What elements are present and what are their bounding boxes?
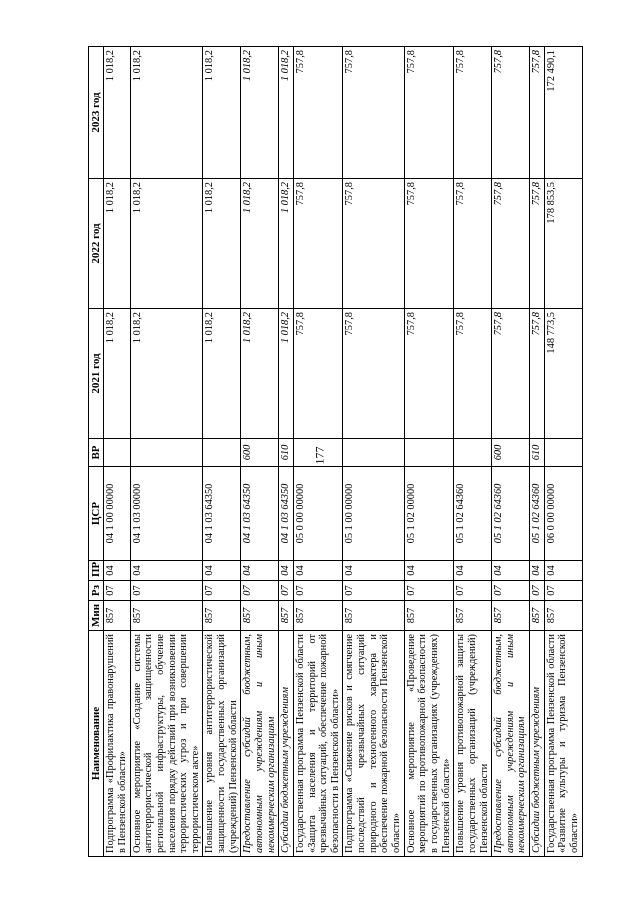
cell-2021: 757,8 [293,309,343,439]
cell-vr [130,439,203,467]
cell-rz: 07 [203,581,241,601]
cell-name: Повышение уровня противопожарной защиты государственных организаций (учреждений) Пензенской области [454,631,492,857]
cell-rz: 07 [544,581,582,601]
cell-csr: 04 1 03 64350 [203,467,241,561]
cell-pr: 04 [104,561,130,581]
cell-vr [343,439,404,467]
header-csr: ЦСР [89,467,104,561]
cell-pr: 04 [343,561,404,581]
header-vr: ВР [89,439,104,467]
cell-2023: 757,8 [293,47,343,179]
cell-2023: 1 018,2 [279,47,294,179]
cell-2022: 1 018,2 [203,179,241,309]
cell-2021: 1 018,2 [104,309,130,439]
cell-vr: 610 [530,439,545,467]
table-row [241,47,279,857]
cell-2021: 1 018,2 [279,309,294,439]
table-row [530,47,545,857]
cell-min: 857 [530,601,545,631]
table-row [454,47,492,857]
budget-table [88,46,583,857]
cell-name: Субсидии бюджетным учреждениям [279,631,294,857]
cell-min: 857 [104,601,130,631]
cell-csr: 06 0 00 00000 [544,467,582,561]
cell-2023: 172 490,1 [544,47,582,179]
cell-vr [454,439,492,467]
cell-min: 857 [544,601,582,631]
cell-name: Подпрограмма «Профилактика правонарушений в Пензенской области» [104,631,130,857]
cell-2021: 757,8 [454,309,492,439]
cell-csr: 04 1 03 64350 [241,467,279,561]
cell-pr: 04 [544,561,582,581]
cell-name: Подпрограмма «Снижение рисков и смягчение последствий чрезвычайных ситуаций природного и техногенного характера и обеспечение пожарной безопасности Пензенской области» [343,631,404,857]
cell-csr: 04 1 03 64350 [279,467,294,561]
cell-csr: 04 1 00 00000 [104,467,130,561]
cell-pr: 04 [293,561,343,581]
table-row [544,47,582,857]
cell-rz: 07 [343,581,404,601]
cell-csr: 05 1 02 00000 [404,467,454,561]
cell-min: 857 [343,601,404,631]
cell-name: Основное мероприятие «Проведение мероприятий по противопожарной безопасности в государственных организациях (учреждениях) Пензенской области» [404,631,454,857]
cell-vr [104,439,130,467]
table-row [104,47,130,857]
cell-2022: 757,8 [492,179,530,309]
header-2022: 2022 год [89,179,104,309]
cell-2022: 178 853,5 [544,179,582,309]
cell-rz: 07 [293,581,343,601]
cell-2022: 757,8 [404,179,454,309]
cell-2023: 757,8 [404,47,454,179]
cell-2022: 757,8 [293,179,343,309]
cell-name: Основное мероприятие «Создание системы антитеррористической защищенности региональной инфраструктуры, обучение населения порядку действий при возникновении террористических угроз и при совершении террористическом акте» [130,631,203,857]
cell-name: Государственная программа Пензенской области «Защита населения и территорий от чрезвычайных ситуаций, обеспечение пожарной безопасности в Пензенской области» [293,631,343,857]
header-rz: Рз [89,581,104,601]
cell-vr: 610 [279,439,294,467]
cell-rz: 07 [404,581,454,601]
header-2023: 2023 год [89,47,104,179]
cell-min: 857 [454,601,492,631]
cell-min: 857 [404,601,454,631]
cell-2023: 757,8 [530,47,545,179]
cell-2023: 757,8 [454,47,492,179]
cell-rz: 07 [130,581,203,601]
cell-pr: 04 [279,561,294,581]
cell-name: Государственная программа Пензенской области «Развитие культуры и туризма Пензенской области» [544,631,582,857]
cell-2023: 1 018,2 [203,47,241,179]
table-body [104,47,582,857]
cell-pr: 04 [530,561,545,581]
cell-2021: 757,8 [492,309,530,439]
cell-2022: 757,8 [454,179,492,309]
cell-rz: 07 [454,581,492,601]
table-row [203,47,241,857]
cell-pr: 04 [130,561,203,581]
cell-2021: 757,8 [530,309,545,439]
cell-pr: 04 [203,561,241,581]
cell-csr: 05 0 00 00000 [293,467,343,561]
cell-2023: 757,8 [343,47,404,179]
cell-rz: 07 [279,581,294,601]
table-row [293,47,343,857]
cell-vr: 600 [492,439,530,467]
table-header-row [89,47,104,857]
table-row [492,47,530,857]
cell-min: 857 [279,601,294,631]
page-number: 177 [312,446,327,465]
header-pr: ПР [89,561,104,581]
cell-csr: 05 1 02 64360 [454,467,492,561]
cell-2021: 1 018,2 [130,309,203,439]
cell-min: 857 [293,601,343,631]
cell-2021: 757,8 [404,309,454,439]
cell-2021: 757,8 [343,309,404,439]
header-min: Мин [89,601,104,631]
cell-pr: 04 [404,561,454,581]
rotated-page [88,47,581,857]
cell-rz: 07 [241,581,279,601]
cell-2021: 1 018,2 [241,309,279,439]
cell-csr: 05 1 02 64360 [530,467,545,561]
cell-2022: 1 018,2 [241,179,279,309]
cell-rz: 07 [104,581,130,601]
cell-2022: 1 018,2 [130,179,203,309]
cell-vr: 600 [241,439,279,467]
cell-min: 857 [203,601,241,631]
cell-min: 857 [130,601,203,631]
cell-name: Повышение уровня антитеррористической защищенности государственных организаций (учреждений) Пензенской области [203,631,241,857]
cell-2021: 1 018,2 [203,309,241,439]
cell-rz: 07 [530,581,545,601]
cell-name: Предоставление субсидий бюджетным, автономным учреждениям и иным некоммерческим организациям [241,631,279,857]
table-row [404,47,454,857]
cell-2022: 1 018,2 [104,179,130,309]
cell-csr: 05 1 02 64360 [492,467,530,561]
cell-csr: 05 1 00 00000 [343,467,404,561]
cell-vr [293,439,343,467]
cell-2023: 1 018,2 [104,47,130,179]
cell-2022: 1 018,2 [279,179,294,309]
cell-2021: 148 773,5 [544,309,582,439]
header-2021: 2021 год [89,309,104,439]
cell-2023: 1 018,2 [241,47,279,179]
cell-2022: 757,8 [343,179,404,309]
table-row [130,47,203,857]
table-row [279,47,294,857]
cell-rz: 07 [492,581,530,601]
cell-min: 857 [492,601,530,631]
cell-csr: 04 1 03 00000 [130,467,203,561]
cell-vr [203,439,241,467]
cell-2022: 757,8 [530,179,545,309]
cell-vr [544,439,582,467]
cell-name: Предоставление субсидий бюджетным, автономным учреждениям и иным некоммерческим организациям [492,631,530,857]
header-name: Наименование [89,631,104,857]
cell-name: Субсидии бюджетным учреждениям [530,631,545,857]
cell-pr: 04 [241,561,279,581]
cell-pr: 04 [492,561,530,581]
cell-min: 857 [241,601,279,631]
table-row [343,47,404,857]
cell-2023: 757,8 [492,47,530,179]
cell-2023: 1 018,2 [130,47,203,179]
cell-pr: 04 [454,561,492,581]
cell-vr [404,439,454,467]
